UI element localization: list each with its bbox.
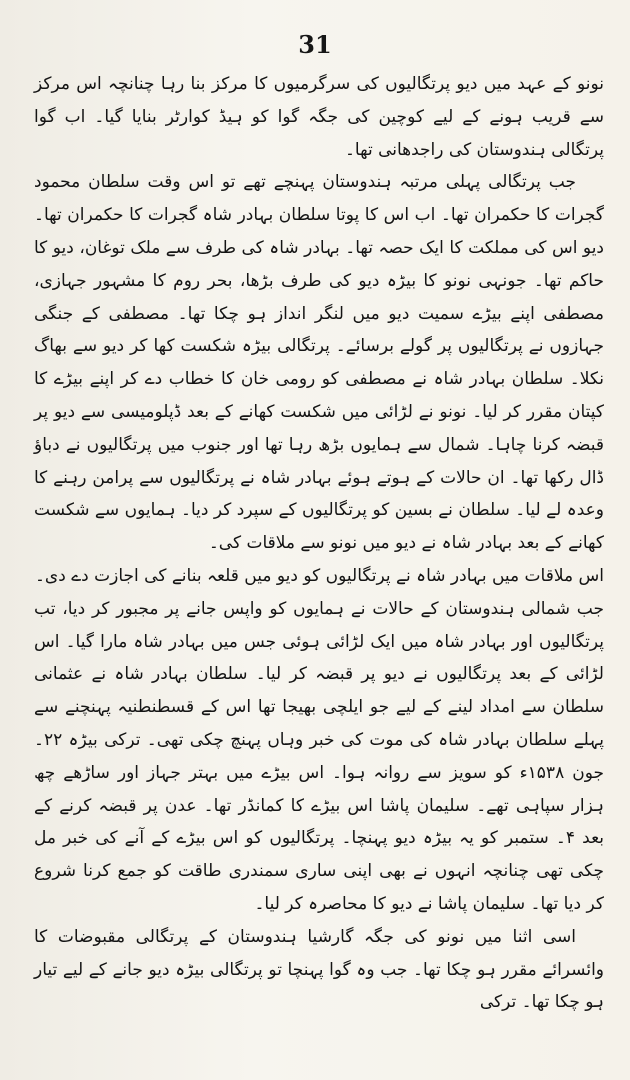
paragraph-1: نونو کے عہد میں دیو پرتگالیوں کی سرگرمیوں کا مرکز بنا رہا چنانچہ اس مرکز سے قریب ہونے کے لیے کوچین کی جگہ گوا کو ہیڈ کوارٹر بنایا گیا۔ اب گوا پرتگالی ہندوستان کی راجدھانی تھا۔ (34, 74, 604, 160)
paragraph-2: جب پرتگالی پہلی مرتبہ ہندوستان پہنچے تھے تو اس وقت سلطان محمود گجرات کا حکمران تھا۔ اب اس کا پوتا سلطان بہادر شاہ گجرات کا حکمران تھا۔ دیو اس کی مملکت کا ایک حصہ تھا۔ بہادر شاہ کی طرف سے ملک توغان، دیو کا حاکم تھا۔ جونہی نونو کا بیڑہ دیو کی طرف بڑھا، بحر روم کا مشہور جہازی، مصطفی اپنے بیڑے سمیت دیو میں لنگر انداز ہو چکا تھا۔ مصطفی کے جنگی جہازوں نے پرتگالیوں پر گولے برسائے۔ پرتگالی بیڑہ شکست کھا کر دیو سے بھاگ نکلا۔ سلطان بہادر شاہ نے مصطفی کو رومی خان کا خطاب دے کر اپنے بیڑے کا کپتان مقرر کر لیا۔ نونو نے لڑائی میں شکست کھانے کے بعد ڈپلومیسی سے دیو پر قبضہ کرنا چاہا۔ شمال سے ہمایوں بڑھ رہا تھا اور جنوب میں پرتگالیوں نے دباؤ ڈال رکھا تھا۔ ان حالات کے ہوتے ہوئے بہادر شاہ نے پرتگالیوں سے پرامن رہنے کا وعدہ لے لیا۔ سلطان نے بسین کو پرتگالیوں کے سپرد کر دیا۔ ہمایوں سے شکست کھانے کے بعد بہادر شاہ نے دیو میں نونو سے ملاقات کی۔ (34, 172, 604, 554)
page-number: 31 (298, 30, 332, 59)
paragraph-5: اسی اثنا میں نونو کی جگہ گارشیا ہندوستان کے پرتگالی مقبوضات کا وائسرائے مقرر ہو چکا تھا۔ جب وہ گوا پہنچا تو پرتگالی بیڑہ دیو جانے کے لیے تیار ہو چکا تھا۔ ترکی (34, 926, 604, 1013)
body-text (34, 68, 604, 1019)
paragraph-3: اس ملاقات میں بہادر شاہ نے پرتگالیوں کو دیو میں قلعہ بنانے کی اجازت دے دی۔ (34, 565, 604, 586)
paragraph-4: جب شمالی ہندوستان کے حالات نے ہمایوں کو واپس جانے پر مجبور کر دیا، تب پرتگالیوں اور بہادر شاہ میں ایک لڑائی ہوئی جس میں بہادر شاہ مارا گیا۔ اس لڑائی کے بعد پرتگالیوں نے دیو پر قبضہ کر لیا۔ سلطان بہادر شاہ نے عثمانی سلطان سے امداد لینے کے لیے جو ایلچی بھیجا تھا اس کے قسطنطنیہ پہنچنے سے پہلے سلطان بہادر شاہ کی موت کی خبر وہاں پہنچ چکی تھی۔ ترکی بیڑہ ۲۲۔ جون ۱۵۳۸ء کو سویز سے روانہ ہوا۔ اس بیڑے میں بہتر جہاز اور ساڑھے چھ ہزار سپاہی تھے۔ سلیمان پاشا اس بیڑے کا کمانڈر تھا۔ عدن پر قبضہ کرنے کے بعد ۴۔ ستمبر کو یہ بیڑہ دیو پہنچا۔ پرتگالیوں کو اس بیڑے کے آنے کی خبر مل چکی تھی چنانچہ انہوں نے بھی اپنی ساری سمندری طاقت کو جمع کرنا شروع کر دیا تھا۔ سلیمان پاشا نے دیو کا محاصرہ کر لیا۔ (34, 598, 605, 914)
